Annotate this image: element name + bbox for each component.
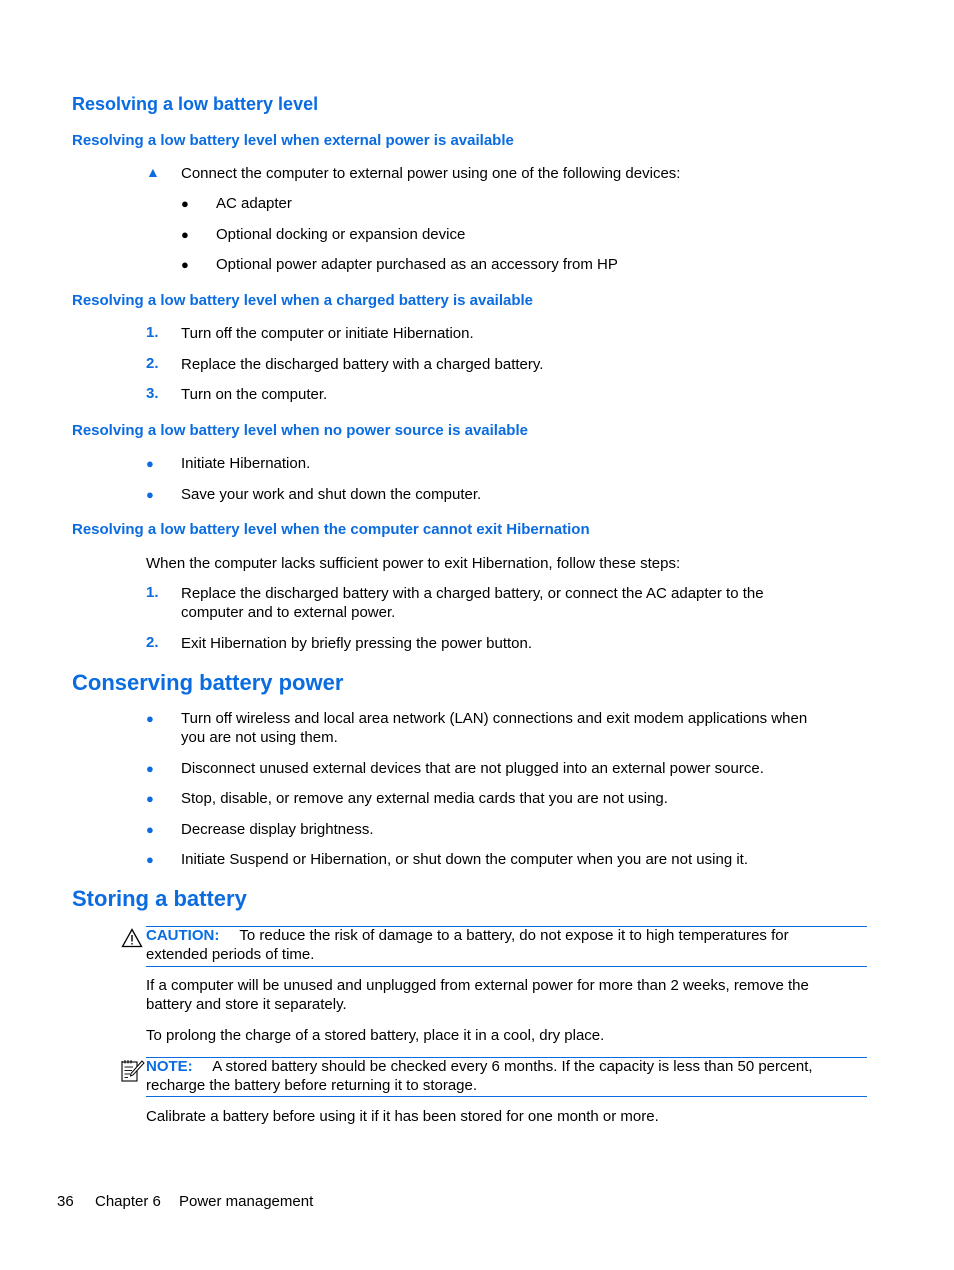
footer-chapter: Chapter 6 [95, 1193, 161, 1210]
note-line-1 [146, 1057, 813, 1076]
page-number: 36 [57, 1193, 74, 1210]
bullet-icon: ● [146, 711, 154, 726]
step-number: 1. [146, 324, 159, 341]
step-text: Exit Hibernation by briefly pressing the power button. [181, 635, 533, 652]
bullet-icon: ● [181, 196, 189, 211]
bullet-icon: ● [181, 257, 189, 272]
step-text: Replace the discharged battery with a charged battery. [181, 356, 544, 373]
step-text: Turn off the computer or initiate Hibernation. [181, 325, 474, 342]
list-item: Initiate Hibernation. [181, 455, 311, 472]
section-title-storing-battery: Storing a battery [72, 886, 247, 911]
caution-label: CAUTION: [146, 927, 220, 944]
list-item: you are not using them. [181, 729, 338, 746]
subsection-title-cannot-exit-hibernation: Resolving a low battery level when the computer cannot exit Hibernation [72, 521, 590, 538]
list-item: Initiate Suspend or Hibernation, or shut down the computer when you are not using it. [181, 851, 749, 868]
section-title-resolving-low-battery: Resolving a low battery level [72, 94, 319, 114]
list-item: Optional docking or expansion device [216, 226, 466, 243]
subsection-title-external-power: Resolving a low battery level when external power is available [72, 132, 514, 149]
step-number: 3. [146, 385, 159, 402]
note-text: recharge the battery before returning it to storage. [146, 1077, 478, 1094]
step-text: Turn on the computer. [181, 386, 328, 403]
step-text: computer and to external power. [181, 604, 396, 621]
caution-line-1 [146, 926, 789, 945]
bullet-icon: ● [146, 761, 154, 776]
note-text: A stored battery should be checked every 6 months. If the capacity is less than 50 percent, [212, 1058, 813, 1075]
list-item: Optional power adapter purchased as an accessory from HP [216, 256, 618, 273]
caution-text: To reduce the risk of damage to a battery, do not expose it to high temperatures for [239, 927, 789, 944]
footer-chapter-title: Power management [179, 1193, 314, 1210]
bullet-icon: ● [146, 487, 154, 502]
step-number: 2. [146, 634, 159, 651]
list-item: Stop, disable, or remove any external media cards that you are not using. [181, 790, 668, 807]
step-number: 1. [146, 584, 159, 601]
note-label: NOTE: [146, 1058, 193, 1075]
bullet-icon: ● [181, 227, 189, 242]
step-text: Connect the computer to external power using one of the following devices: [181, 165, 681, 182]
bullet-icon: ● [146, 456, 154, 471]
paragraph: If a computer will be unused and unplugged from external power for more than 2 weeks, remove the [146, 977, 809, 994]
caution-bottom-rule [146, 966, 867, 967]
list-item: AC adapter [216, 195, 292, 212]
section-title-conserving-battery: Conserving battery power [72, 670, 344, 695]
note-pencil-icon [119, 1059, 145, 1083]
subsection-title-no-power-source: Resolving a low battery level when no power source is available [72, 422, 528, 439]
subsection-title-charged-battery: Resolving a low battery level when a charged battery is available [72, 292, 534, 309]
paragraph: Calibrate a battery before using it if it has been stored for one month or more. [146, 1108, 659, 1125]
paragraph: battery and store it separately. [146, 996, 347, 1013]
caution-text: extended periods of time. [146, 946, 315, 963]
step-number: 2. [146, 355, 159, 372]
list-item: Turn off wireless and local area network (LAN) connections and exit modem applications when [181, 710, 808, 727]
step-text: Replace the discharged battery with a charged battery, or connect the AC adapter to the [181, 585, 764, 602]
note-bottom-rule [146, 1096, 867, 1097]
bullet-icon: ● [146, 852, 154, 867]
triangle-step-icon: ▲ [146, 164, 160, 180]
paragraph: To prolong the charge of a stored battery, place it in a cool, dry place. [146, 1027, 605, 1044]
list-item: Disconnect unused external devices that are not plugged into an external power source. [181, 760, 764, 777]
warning-triangle-icon [121, 928, 143, 948]
list-item: Decrease display brightness. [181, 821, 374, 838]
list-item: Save your work and shut down the computer. [181, 486, 482, 503]
paragraph: When the computer lacks sufficient power to exit Hibernation, follow these steps: [146, 555, 681, 572]
bullet-icon: ● [146, 791, 154, 806]
bullet-icon: ● [146, 822, 154, 837]
